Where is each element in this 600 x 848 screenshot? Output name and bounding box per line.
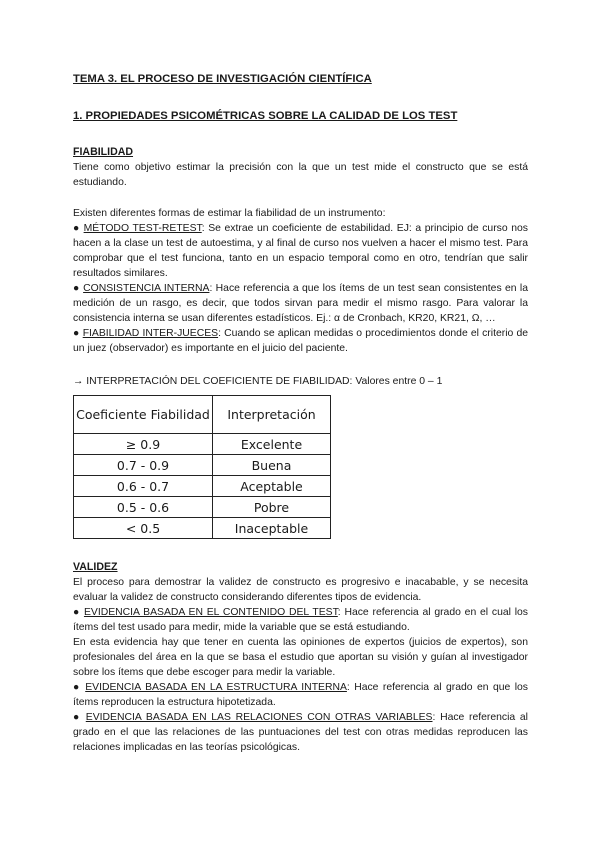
forms-intro: Existen diferentes formas de estimar la fiabilidad de un instrumento: (73, 208, 386, 219)
table-row (74, 497, 331, 518)
table-cell: Pobre (213, 497, 331, 518)
table-cell: Excelente (213, 434, 331, 455)
interpretation-line: → INTERPRETACIÓN DEL COEFICIENTE DE FIABILIDAD: Valores entre 0 – 1 (73, 376, 443, 387)
table-cell: Aceptable (213, 476, 331, 497)
validez-block (73, 575, 528, 755)
bullet-consistencia-interna: ● CONSISTENCIA INTERNA: Hace referencia a que los ítems de un test sean consistentes en la medición de un rasgo, es decir, que todos sirvan para medir el mismo rasgo. Para valorar la consistencia interna se usan diferentes estadísticos. Ej.: α de Cronbach, KR20, KR21, Ω, … (73, 283, 528, 324)
fiabilidad-heading: FIABILIDAD (73, 146, 134, 158)
inter-jueces-label: FIABILIDAD INTER-JUECES (82, 328, 219, 339)
table-row (74, 455, 331, 476)
section-title: 1. PROPIEDADES PSICOMÉTRICAS SOBRE LA CALIDAD DE LOS TEST (73, 110, 458, 122)
bullet-test-retest: ● MÉTODO TEST-RETEST: Se extrae un coeficiente de estabilidad. EJ: a principio de curso nos hacen a la clase un test de autoestima, y al final de curso nos vuelven a hacer el mismo test. Para comprobar que el test funciona, tanto en un espacio temporal como en otro, tendrían que salir resultados similares. (73, 223, 528, 279)
table-row (74, 476, 331, 497)
table-cell: 0.7 - 0.9 (74, 455, 213, 476)
validez-intro: El proceso para demostrar la validez de constructo es progresivo e inacabable, y se necesita evaluar la validez de constructo considerando diferentes tipos de evidencia. (73, 577, 528, 603)
table-cell: Inaceptable (213, 518, 331, 539)
bullet-evidencia-relaciones: ● EVIDENCIA BASADA EN LAS RELACIONES CON OTRAS VARIABLES: Hace referencia al grado en el que las relaciones de las puntuaciones del test con otras medidas reproducen las relaciones implicadas en las teorías psicológicas. (73, 712, 528, 753)
bullet-evidencia-estructura: ● EVIDENCIA BASADA EN LA ESTRUCTURA INTERNA: Hace referencia al grado en que los ítems reproducen la estructura hipotetizada. (73, 682, 528, 708)
table-row (74, 434, 331, 455)
table-header-row (74, 396, 331, 434)
table-row (74, 518, 331, 539)
evidencia-relaciones-label: EVIDENCIA BASADA EN LAS RELACIONES CON OTRAS VARIABLES (85, 712, 433, 723)
expert-note: En esta evidencia hay que tener en cuenta las opiniones de expertos (juicios de expertos), son profesionales del área en la que se basa el estudio que aportan su visión y guían al investigador sobre los ítems que debe escoger para medir la variable. (73, 637, 528, 678)
validez-heading: VALIDEZ (73, 561, 118, 573)
reliability-table (73, 395, 331, 539)
fiabilidad-forms-block (73, 206, 528, 356)
table-cell: < 0.5 (74, 518, 213, 539)
table-cell: ≥ 0.9 (74, 434, 213, 455)
table-cell: 0.6 - 0.7 (74, 476, 213, 497)
consistencia-interna-label: CONSISTENCIA INTERNA (83, 283, 210, 294)
bullet-evidencia-contenido: ● EVIDENCIA BASADA EN EL CONTENIDO DEL TEST: Hace referencia al grado en el cual los ítems del test usado para medir, mide la variable que se está estudiando. (73, 607, 528, 633)
table-header: Interpretación (213, 396, 331, 434)
test-retest-label: MÉTODO TEST-RETEST (83, 223, 202, 234)
table-header: Coeficiente Fiabilidad (74, 396, 213, 434)
evidencia-estructura-label: EVIDENCIA BASADA EN LA ESTRUCTURA INTERNA (85, 682, 347, 693)
bullet-inter-jueces: ● FIABILIDAD INTER-JUECES: Cuando se aplican medidas o procedimientos donde el criterio de un juez (observador) es importante en el juicio del paciente. (73, 328, 528, 354)
evidencia-contenido-label: EVIDENCIA BASADA EN EL CONTENIDO DEL TEST (83, 607, 338, 618)
document-title: TEMA 3. EL PROCESO DE INVESTIGACIÓN CIENTÍFICA (73, 73, 372, 85)
table-cell: Buena (213, 455, 331, 476)
table-cell: 0.5 - 0.6 (74, 497, 213, 518)
fiabilidad-intro: Tiene como objetivo estimar la precisión con la que un test mide el constructo que se está estudiando. (73, 162, 528, 188)
